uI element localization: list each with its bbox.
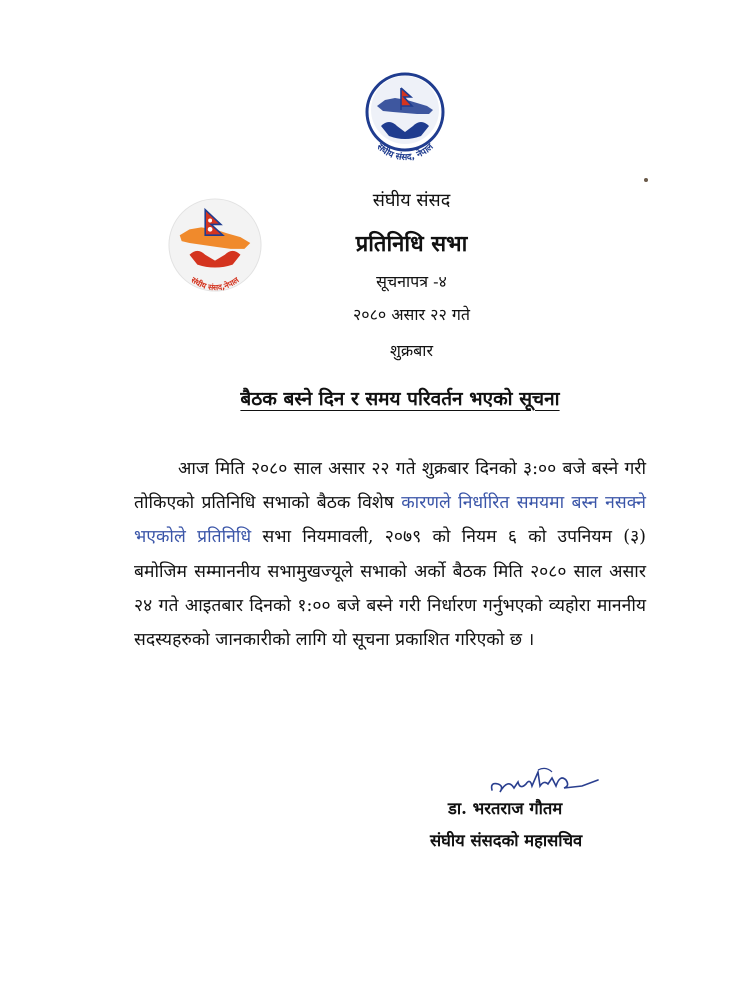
house-name: प्रतिनिधि सभा [355, 231, 468, 257]
body-text-part-1: आज मिति २०८० साल असार २२ गते शुक्रबार दिनको ३:०० बजे बस्ने गरी तोकिएको प्रतिनिधि सभाको बैठक विशेष [134, 459, 646, 514]
svg-text:संघीय संसद, नेपाल: संघीय संसद, नेपाल [374, 142, 436, 164]
scan-speck [644, 178, 648, 182]
notice-subject: बैठक बस्ने दिन र समय परिवर्तन भएको सूचना [240, 388, 560, 410]
notice-number: सूचनापत्र -४ [376, 272, 447, 291]
signer-title: संघीय संसदको महासचिव [430, 831, 583, 850]
notice-body [134, 452, 646, 657]
svg-text:संघीय संसद,नेपाल: संघीय संसद,नेपाल [189, 275, 241, 293]
signer-name: डा. भरतराज गौतम [448, 799, 563, 818]
federal-parliament-emblem [355, 70, 455, 170]
notice-date: २०८० असार २२ गते [352, 305, 471, 324]
notice-day: शुक्रबार [390, 341, 433, 360]
body-text-part-2: कारणले निर्धारित समयमा बस्न नसक्ने भएकोले प्रतिनिधि [134, 493, 646, 548]
organization-name: संघीय संसद [372, 190, 451, 211]
body-text-part-3: सभा नियमावली, २०७९ को नियम ६ को उपनियम (३) बमोजिम सम्माननीय सभामुखज्यूले सभाको अर्को बैठक मिति २०८० साल असार २४ गते आइतबार दिनको १:०० बजे बस्ने गरी निर्धारण गर्नुभएको व्यहोरा माननीय सदस्यहरुको जानकारीको लागि यो सूचना प्रकाशित गरिएको छ । [134, 527, 646, 651]
